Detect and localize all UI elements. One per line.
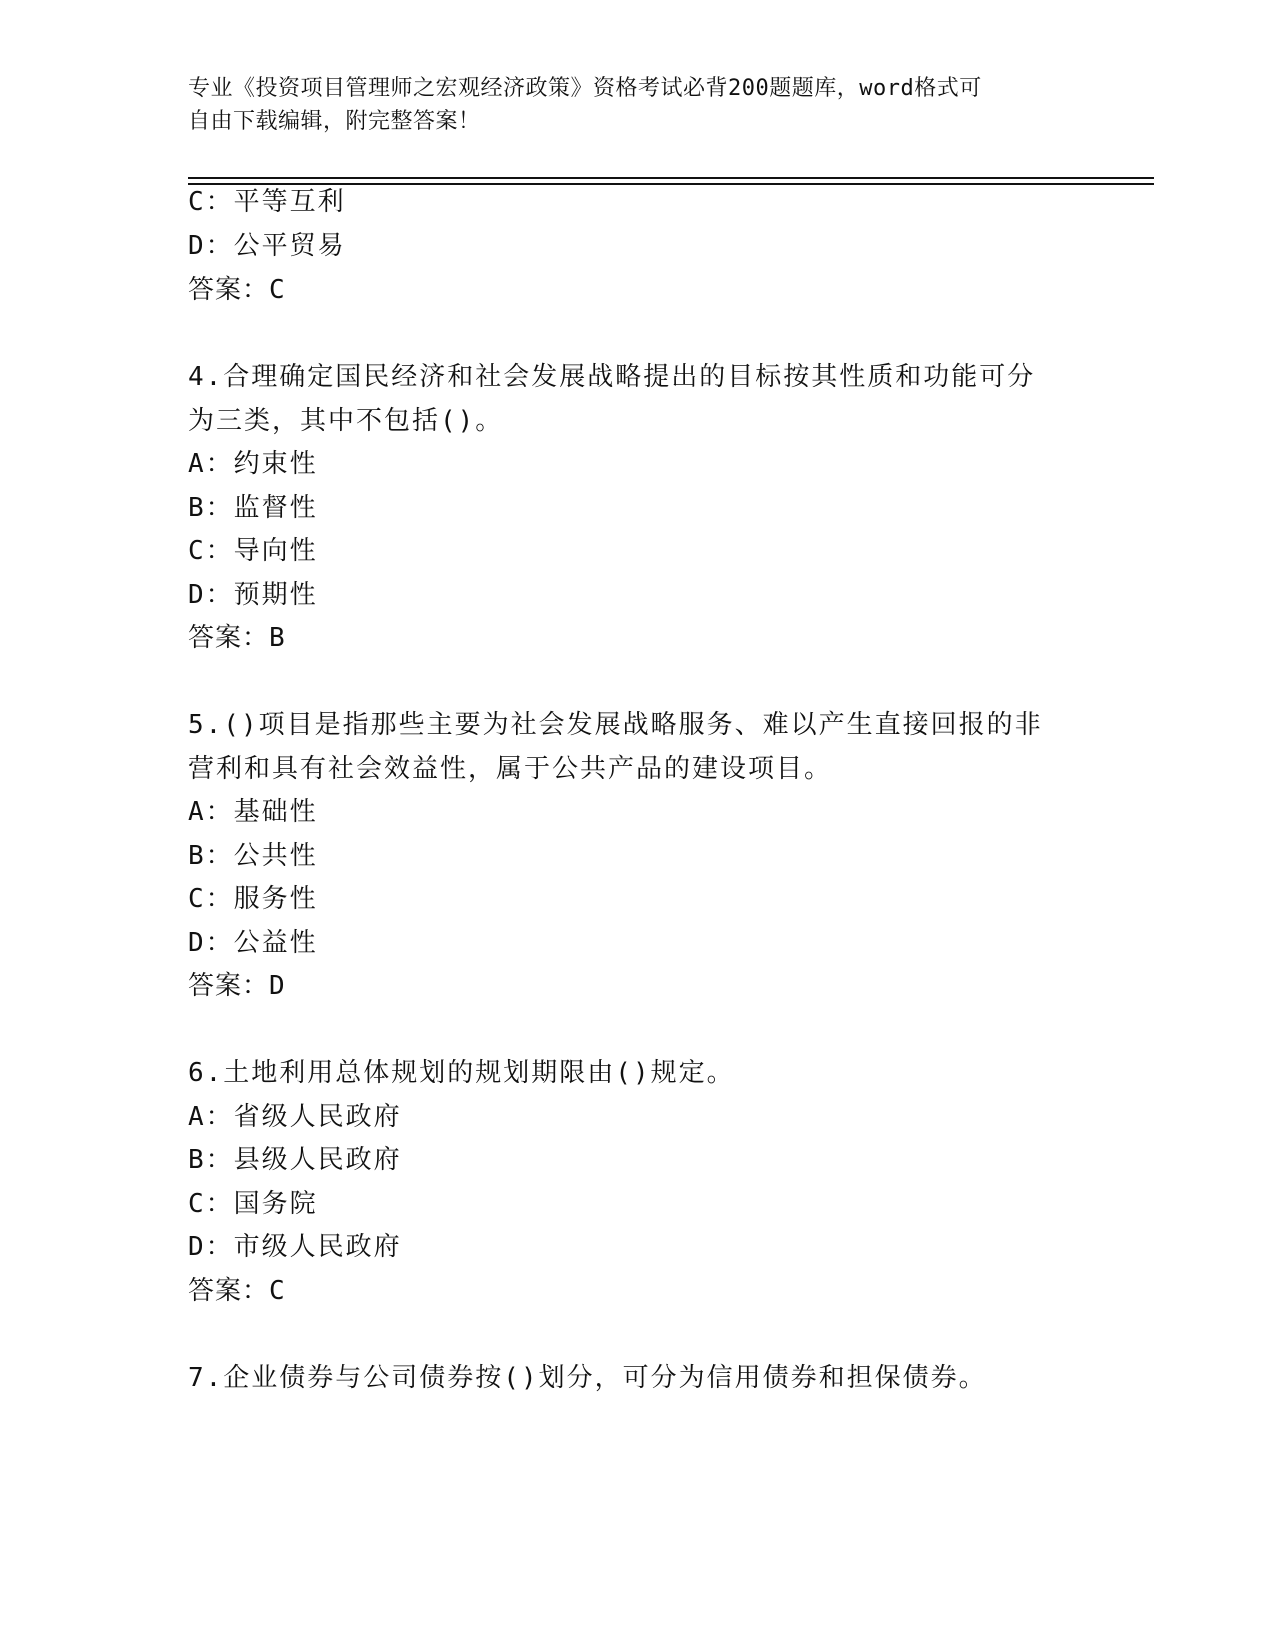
q6-stem-line-1: 6.土地利用总体规划的规划期限由()规定。 xyxy=(188,1058,735,1088)
q4-option-c: C：导向性 xyxy=(188,536,318,566)
q4-option-a: A：约束性 xyxy=(188,449,318,479)
header-line-2: 自由下载编辑，附完整答案！ xyxy=(188,109,481,134)
q6-option-b: B：县级人民政府 xyxy=(188,1145,402,1175)
q4-stem-line-1: 4.合理确定国民经济和社会发展战略提出的目标按其性质和功能可分 xyxy=(188,362,1036,392)
q5-option-a: A：基础性 xyxy=(188,797,318,827)
q4-option-b: B：监督性 xyxy=(188,493,318,523)
q4-option-d: D：预期性 xyxy=(188,580,318,610)
q7-stem-line-1: 7.企业债券与公司债券按()划分，可分为信用债券和担保债券。 xyxy=(188,1363,987,1393)
header-line-1: 专业《投资项目管理师之宏观经济政策》资格考试必背200题题库，word格式可 xyxy=(188,76,982,101)
q3-answer: 答案：C xyxy=(188,275,286,305)
header-divider-top xyxy=(188,177,1154,179)
q6-option-a: A：省级人民政府 xyxy=(188,1102,402,1132)
q4-stem-line-2: 为三类，其中不包括()。 xyxy=(188,406,504,436)
q5-answer: 答案：D xyxy=(188,971,286,1001)
q5-option-d: D：公益性 xyxy=(188,928,318,958)
q6-option-c: C：国务院 xyxy=(188,1189,318,1219)
q6-option-d: D：市级人民政府 xyxy=(188,1232,402,1262)
q5-option-c: C：服务性 xyxy=(188,884,318,914)
q6-answer: 答案：C xyxy=(188,1276,286,1306)
q5-stem-line-1: 5.()项目是指那些主要为社会发展战略服务、难以产生直接回报的非 xyxy=(188,710,1043,740)
q3-option-c: C：平等互利 xyxy=(188,187,346,217)
document-header xyxy=(188,72,1088,138)
q5-option-b: B：公共性 xyxy=(188,841,318,871)
q3-option-d: D：公平贸易 xyxy=(188,231,346,261)
q4-answer: 答案：B xyxy=(188,623,286,653)
q5-stem-line-2: 营利和具有社会效益性，属于公共产品的建设项目。 xyxy=(188,754,833,784)
header-divider-bottom xyxy=(188,183,1154,185)
